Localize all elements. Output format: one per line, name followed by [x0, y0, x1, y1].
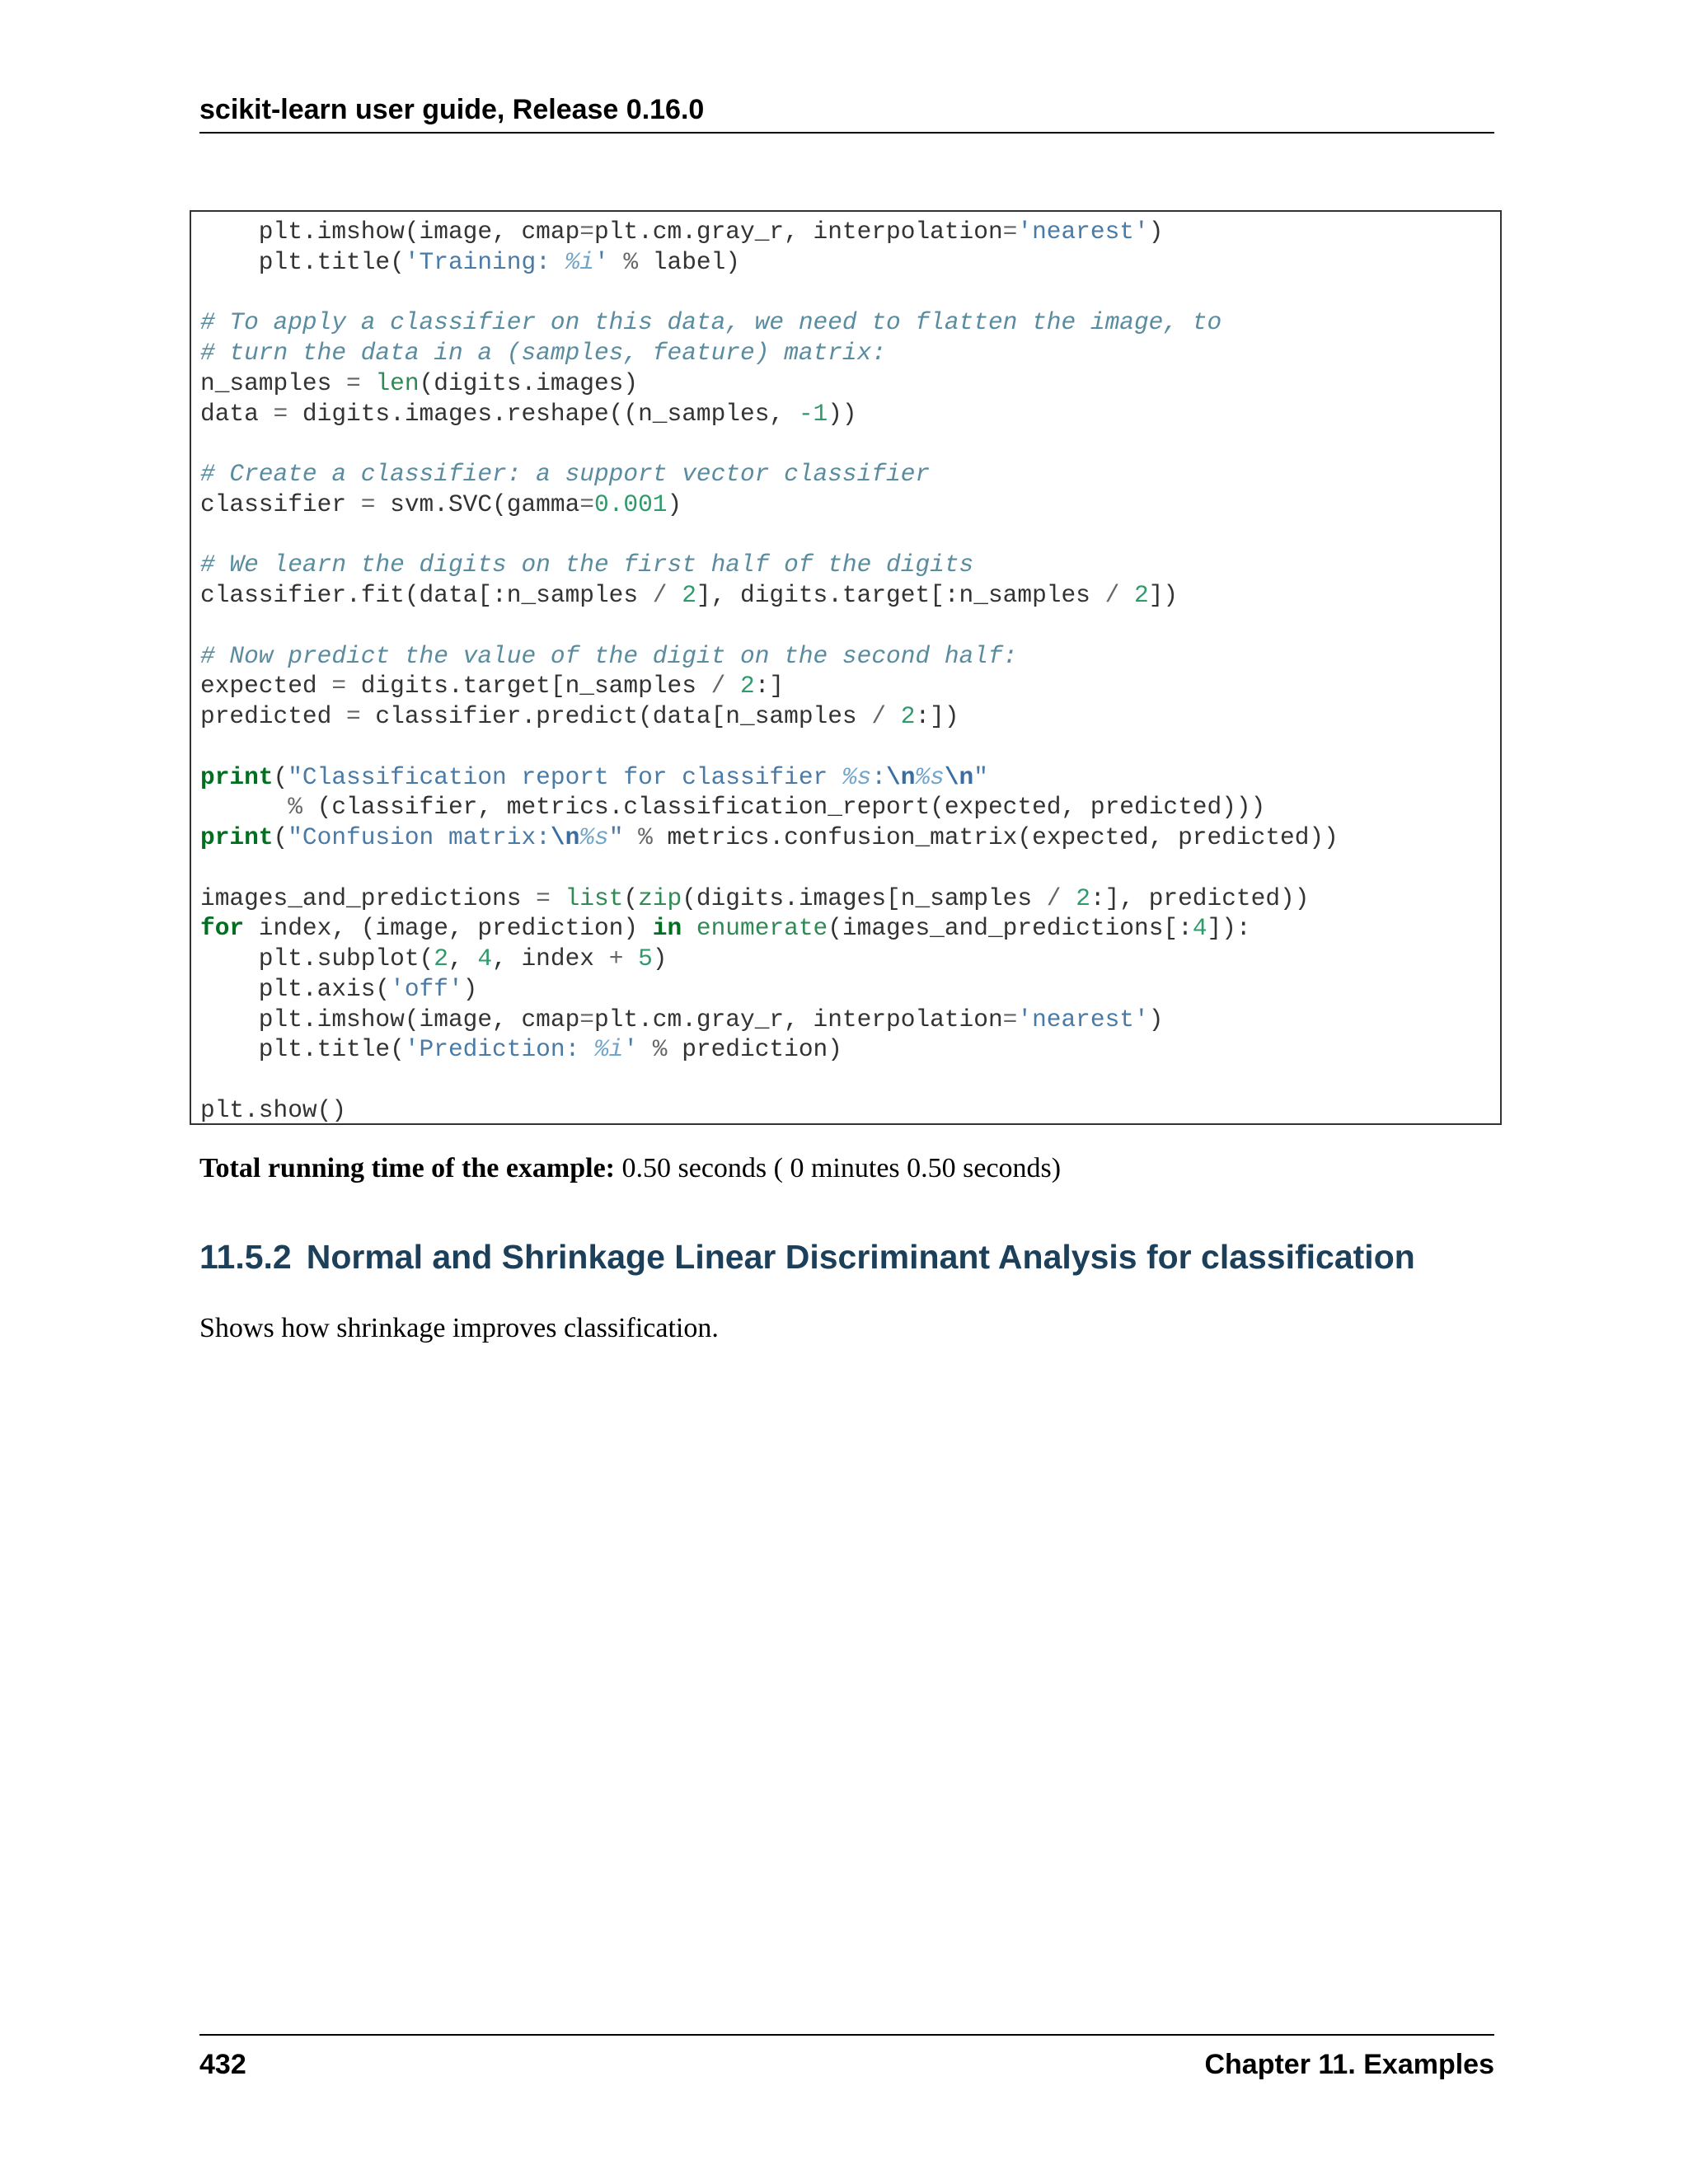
code-line: for index, (image, prediction) in enumerate(images_and_predictions[:4]):: [200, 914, 1251, 943]
code-line: # To apply a classifier on this data, we need to flatten the image, to: [200, 308, 1222, 337]
code-line: plt.show(): [200, 1095, 347, 1124]
running-time-value: 0.50 seconds ( 0 minutes 0.50 seconds): [615, 1153, 1062, 1183]
section-number: 11.5.2: [199, 1238, 292, 1276]
code-line: # turn the data in a (samples, feature) matrix:: [200, 339, 887, 367]
code-line: plt.axis('off'): [200, 974, 478, 1003]
running-time: [199, 1152, 1061, 1185]
code-line: # We learn the digits on the first half of the digits: [200, 551, 974, 579]
code-line: # Create a classifier: a support vector classifier: [200, 460, 931, 488]
page-number: 432: [199, 2049, 246, 2080]
running-time-label: Total running time of the example:: [199, 1153, 616, 1183]
code-line: n_samples = len(digits.images): [200, 368, 639, 397]
code-line: plt.title('Prediction: %i' % prediction): [200, 1035, 842, 1064]
code-line: print("Classification report for classifier %s:\n%s\n": [200, 762, 988, 791]
code-line: % (classifier, metrics.classification_report(expected, predicted))): [288, 793, 1266, 822]
section-heading: [199, 1236, 1415, 1277]
header-title: scikit-learn user guide, Release 0.16.0: [199, 94, 705, 125]
section-title: Normal and Shrinkage Linear Discriminant Analysis for classification: [306, 1238, 1415, 1276]
code-line: plt.subplot(2, 4, index + 5): [200, 944, 668, 972]
code-line: plt.imshow(image, cmap=plt.cm.gray_r, interpolation='nearest'): [200, 218, 1164, 246]
section-description: Shows how shrinkage improves classification.: [199, 1313, 719, 1343]
page-header: [199, 92, 1494, 134]
code-line: expected = digits.target[n_samples / 2:]: [200, 672, 785, 701]
code-line: predicted = classifier.predict(data[n_samples / 2:]): [200, 702, 959, 730]
code-line: print("Confusion matrix:\n%s" % metrics.confusion_matrix(expected, predicted)): [200, 823, 1339, 851]
code-line: images_and_predictions = list(zip(digits.images[n_samples / 2:], predicted)): [200, 883, 1310, 912]
code-listing: [200, 217, 1339, 1126]
code-line: classifier.fit(data[:n_samples / 2], digits.target[:n_samples / 2]): [200, 581, 1179, 609]
code-block: [190, 210, 1502, 1125]
chapter-title: Chapter 11. Examples: [1204, 2049, 1494, 2080]
code-line: plt.title('Training: %i' % label): [200, 247, 741, 276]
code-line: plt.imshow(image, cmap=plt.cm.gray_r, interpolation='nearest'): [200, 1005, 1164, 1033]
code-line: data = digits.images.reshape((n_samples, -1)): [200, 399, 857, 428]
page-footer: [199, 2034, 1494, 2085]
code-line: # Now predict the value of the digit on the second half:: [200, 641, 1018, 670]
code-line: classifier = svm.SVC(gamma=0.001): [200, 490, 682, 518]
